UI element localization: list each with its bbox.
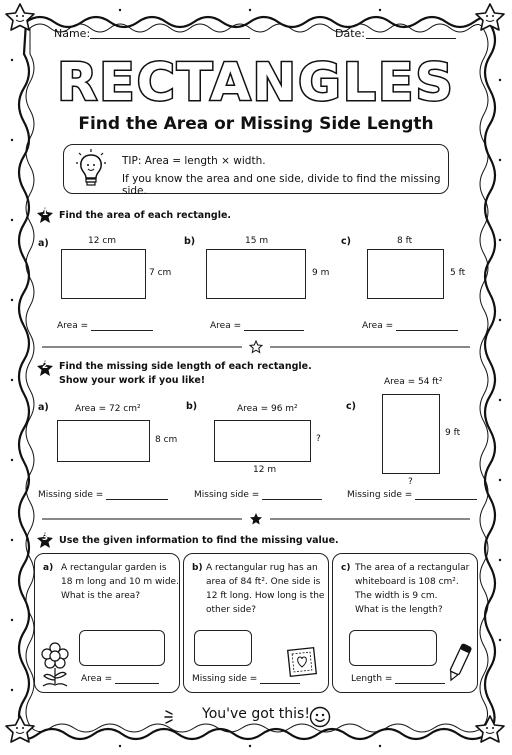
s1-c-answer: Area =	[362, 321, 458, 331]
sparkle-icon	[164, 708, 182, 726]
problem-card-a: a) A rectangular garden is 18 m long and 10 m wide. What is the area? Area =	[34, 553, 180, 693]
s2-b-rectangle	[214, 420, 311, 462]
s2-a-area: Area = 72 cm²	[75, 404, 141, 414]
card-b-answer: Missing side =	[192, 674, 300, 684]
rug-icon	[284, 644, 320, 680]
s1-a-length: 12 cm	[88, 236, 117, 246]
marker-icon	[445, 640, 473, 686]
s2-b-answer: Missing side =	[194, 490, 322, 500]
section-1-badge: 1	[37, 207, 53, 223]
s2-c-area: Area = 54 ft²	[384, 377, 443, 387]
star-icon	[250, 341, 262, 353]
s2-c-bottom: ?	[408, 477, 413, 487]
s1-c-width: 5 ft	[450, 268, 466, 278]
answer-blank[interactable]	[262, 499, 322, 500]
answer-box[interactable]	[194, 630, 252, 666]
section-divider	[42, 512, 470, 526]
s2-a-side: 8 cm	[155, 435, 178, 445]
answer-box[interactable]	[349, 630, 437, 666]
name-field[interactable]	[90, 38, 250, 39]
star-icon	[250, 513, 262, 525]
s1-a-width: 7 cm	[149, 268, 172, 278]
star-icon	[476, 4, 504, 30]
s1-a-label: a)	[38, 238, 49, 249]
page-subtitle: Find the Area or Missing Side Length	[78, 114, 434, 134]
s1-b-length: 15 m	[245, 236, 269, 246]
answer-blank[interactable]	[395, 683, 445, 684]
card-b-text: A rectangular rug has an area of 84 ft². One side is 12 ft long. How long is the other side?	[206, 563, 325, 615]
s1-a-answer: Area =	[57, 321, 153, 331]
section-2-badge: 2	[37, 360, 53, 376]
svg-text:RECTANGLES: RECTANGLES	[57, 53, 455, 112]
s1-b-width: 9 m	[312, 268, 330, 278]
s2-c-rectangle	[382, 394, 440, 474]
answer-blank[interactable]	[244, 330, 304, 331]
s2-a-label: a)	[38, 402, 49, 413]
problem-card-c: c) The area of a rectangular whiteboard is 108 cm². The width is 9 cm. What is the length? Length =	[332, 553, 478, 693]
s2-b-label: b)	[186, 401, 198, 412]
lightbulb-icon	[76, 149, 106, 189]
tip-line-1: TIP: Area = length × width.	[122, 155, 266, 167]
answer-blank[interactable]	[106, 499, 168, 500]
answer-blank[interactable]	[91, 330, 153, 331]
s1-c-rectangle	[367, 249, 444, 299]
flower-icon	[39, 642, 71, 688]
s2-a-rectangle	[57, 420, 150, 462]
section-3-badge: 3	[37, 532, 53, 548]
s2-b-area: Area = 96 m²	[237, 404, 298, 414]
s2-c-answer: Missing side =	[347, 490, 477, 500]
s2-c-label: c)	[346, 401, 356, 412]
name-label: Name:	[54, 27, 91, 40]
footer-message: You've got this!	[0, 706, 512, 722]
section-divider	[42, 340, 470, 354]
s2-a-answer: Missing side =	[38, 490, 168, 500]
answer-blank[interactable]	[415, 499, 477, 500]
answer-blank[interactable]	[260, 683, 300, 684]
s1-b-label: b)	[184, 236, 196, 247]
answer-box[interactable]	[79, 630, 165, 666]
s1-b-rectangle	[206, 249, 306, 299]
card-a-text: A rectangular garden is 18 m long and 10 m wide. What is the area?	[61, 563, 179, 601]
answer-blank[interactable]	[115, 683, 159, 684]
card-c-text: The area of a rectangular whiteboard is 108 cm². The width is 9 cm. What is the length?	[355, 563, 470, 615]
problem-card-b: b) A rectangular rug has an area of 84 ft². One side is 12 ft long. How long is the other side? Missing side =	[183, 553, 329, 693]
tip-line-2: If you know the area and one side, divide to find the missing side.	[122, 173, 441, 197]
date-field[interactable]	[366, 38, 456, 39]
tip-box	[63, 144, 449, 197]
section-3-title: Use the given information to find the missing value.	[59, 535, 339, 546]
answer-blank[interactable]	[396, 330, 458, 331]
s1-a-rectangle	[61, 249, 146, 299]
section-2-subtitle: Show your work if you like!	[59, 375, 206, 386]
s2-b-side: ?	[316, 434, 321, 444]
card-a-answer: Area =	[81, 674, 159, 684]
section-2-title: Find the missing side length of each rectangle.	[59, 361, 312, 372]
s1-b-answer: Area =	[210, 321, 304, 331]
star-icon	[6, 4, 34, 30]
s2-c-side: 9 ft	[445, 428, 461, 438]
s2-b-bottom: 12 m	[253, 465, 277, 475]
section-1-title: Find the area of each rectangle.	[59, 210, 232, 221]
smiley-icon	[309, 706, 331, 728]
card-c-answer: Length =	[351, 674, 445, 684]
page-title	[0, 48, 512, 116]
s1-c-length: 8 ft	[397, 236, 413, 246]
date-label: Date:	[335, 27, 365, 40]
s1-c-label: c)	[341, 236, 351, 247]
